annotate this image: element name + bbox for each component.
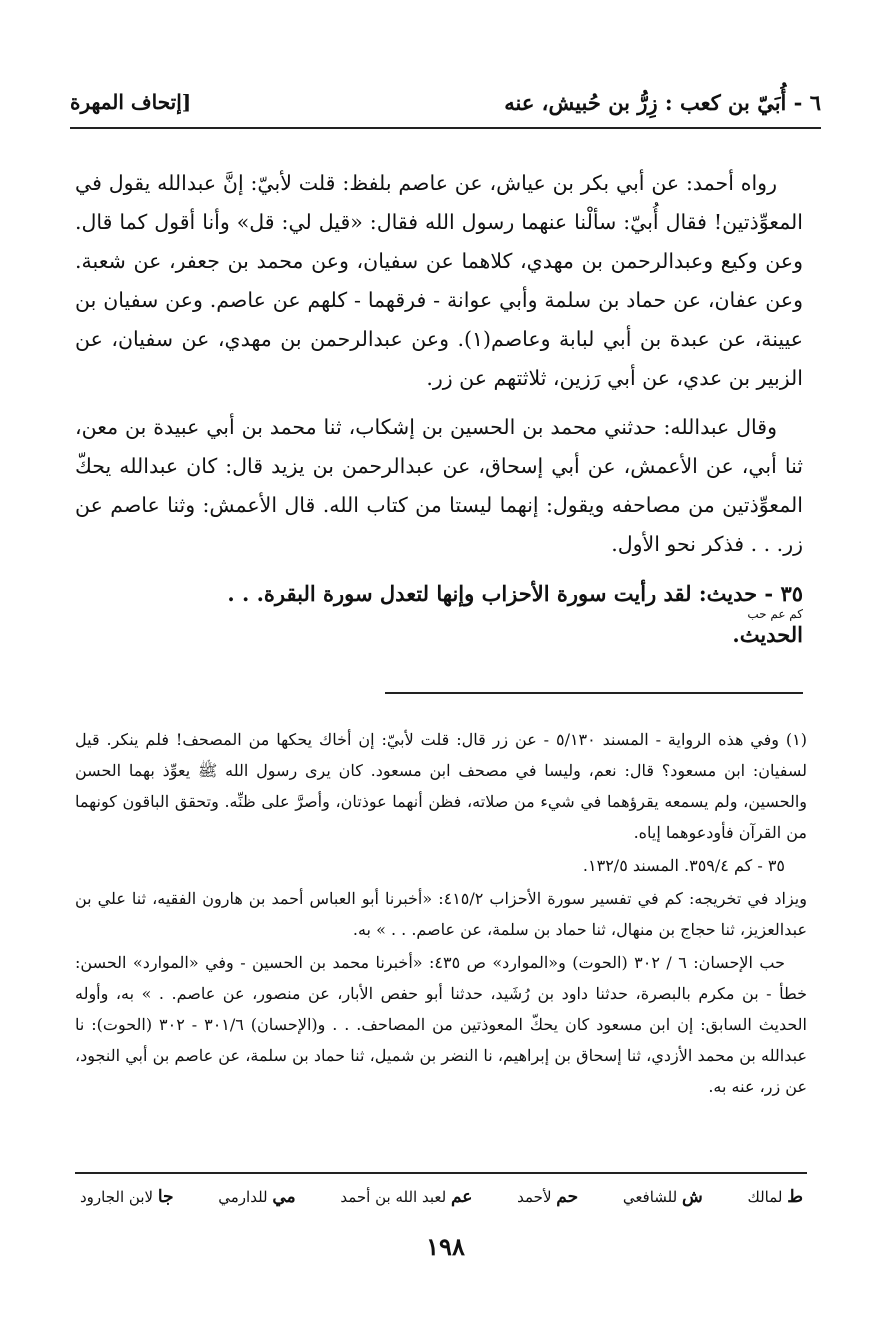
footnote-3: ويزاد في تخريجه: كم في تفسير سورة الأحزاب ٤١٥/٢: «أخبرنا أبو العباس أحمد بن هارون الفقيه، ثنا علي بن عبدالعزيز، ثنا حجاج بن منهال، ثنا حماد بن سلمة، عن عاصم. . . » به. — [75, 889, 807, 939]
page-number: ١٩٨ — [426, 1232, 465, 1261]
footnote-separator — [385, 692, 803, 694]
footnote-4: حب الإحسان: ٦ / ٣٠٢ (الحوت) و«الموارد» ص ٤٣٥: «أخبرنا محمد بن الحسين - وفي «الموارد» الحسن: خطأ - بن مكرم بالبصرة، حدثنا داود بن رُشَيد، حدثنا أبو حفص الأبار، عن منصور، عن عاصم. . » به، وأوله الحديث السابق: إن ابن مسعود كان يحكّ المعوذتين من المصاحف. . . و(الإحسان) ٣٠١/٦ - ٣٠٢ (الحوت): نا عبدالله بن محمد الأزدي، ثنا إسحاق بن إبراهيم، نا النضر بن شميل، ثنا حماد بن سلمة، عن عاصم بن أبي النجود، عن زر، عنه به. — [75, 953, 808, 1096]
hadith-tail: الحديث. — [732, 622, 803, 647]
abbrev-item: حم لأحمد — [517, 1187, 579, 1207]
book-title: [إتحاف المهرة — [70, 90, 192, 114]
abbrev-item: ط لمالك — [747, 1187, 803, 1207]
abbrev-item: ش للشافعي — [622, 1187, 703, 1207]
footnotes — [75, 724, 807, 1104]
header-rule — [70, 127, 821, 129]
abbrev-item: جا لابن الجارود — [80, 1187, 174, 1207]
footnote-2: ٣٥ - كم ٣٥٩/٤. المسند ١٣٢/٥. — [582, 856, 785, 875]
paragraph-2: وقال عبدالله: حدثني محمد بن الحسين بن إشكاب، ثنا محمد بن أبي عبيدة بن معن، ثنا أبي، عن الأعمش، عن أبي إسحاق، عن عبدالرحمن بن يزيد قال: كان عبدالله يحكّ المعوِّذتين من مصاحفه ويقول: إنهما ليستا من كتاب الله. قال الأعمش: وثنا عاصم عن زر. . . فذكر نحو الأول. — [75, 415, 803, 556]
running-header — [70, 82, 821, 122]
paragraph-1: رواه أحمد: عن أبي بكر بن عياش، عن عاصم بلفظ: قلت لأبيّ: إنَّ عبدالله يقول في المعوِّذتين! فقال أُبيّ: سألْنا عنهما رسول الله فقال: «قيل لي: قل» وأنا أقول كما قال. وعن وكيع وعبدالرحمن بن مهدي، كلاهما عن سفيان، وعن محمد بن جعفر، عن شعبة. وعن عفان، عن حماد بن سلمة وأبي عوانة - فرقهما - كلهم عن عاصم. وعن سفيان بن عيينة، عن عبدة بن أبي لبابة وعاصم(١). وعن عبدالرحمن بن مهدي، عن سفيان، عن الزبير بن عدي، عن أبي رَزين، ثلاثتهم عن زر. — [75, 171, 803, 390]
abbreviations-separator — [75, 1172, 807, 1174]
abbrev-item: عم لعبد الله بن أحمد — [340, 1187, 473, 1207]
abbrev-item: مي للدارمي — [218, 1187, 296, 1207]
abbreviation-key — [80, 1187, 803, 1207]
footnote-1: (١) وفي هذه الرواية - المسند ٥/١٣٠ - عن زر قال: قلت لأبيّ: إن أخاك يحكها من المصحف! فلم ينكر. قيل لسفيان: ابن مسعود؟ قال: نعم، وليسا في مصحف ابن مسعود. كان يرى رسول الله ﷺ يعوِّذ بهما الحسن والحسين، ولم يسمعه يقرؤهما في شيء من صلاته، فظن أنهما عوذتان، وأصرَّ على ظنِّه. وتحقق الباقون كونهما من القرآن فأودعوهما إياه. — [75, 730, 808, 842]
chapter-heading: ٦ - أُبَيّ بن كعب : زِرُّ بن حُبيش، عنه — [504, 89, 821, 115]
hadith-title: ٣٥ - حديث: لقد رأيت سورة الأحزاب وإنها لتعدل سورة البقرة. . . — [227, 581, 803, 606]
hadith-sources: كم عم حب — [747, 607, 803, 621]
main-text — [75, 164, 803, 649]
